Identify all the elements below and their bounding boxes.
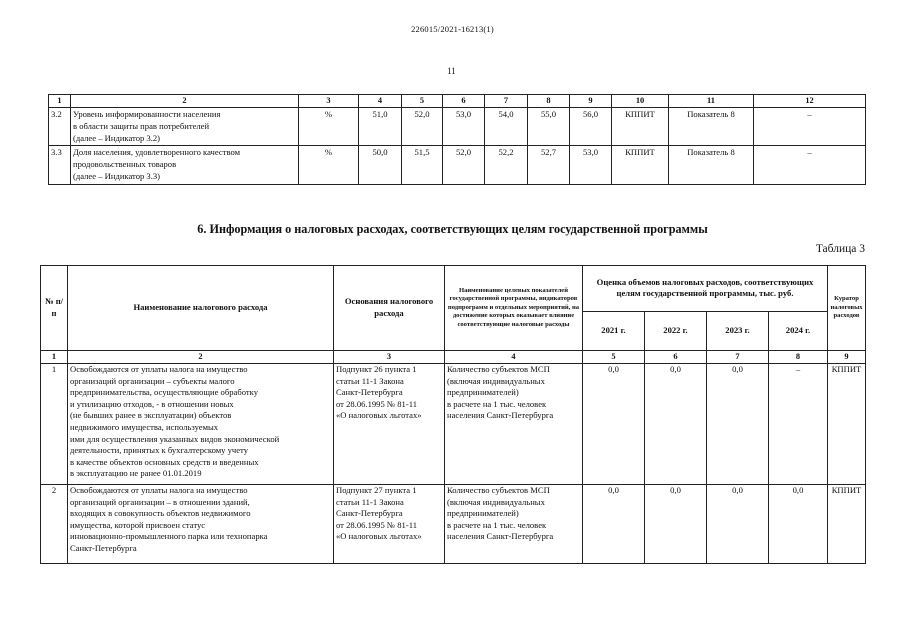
row-number: 1 — [41, 364, 68, 485]
col-number: 4 — [359, 95, 402, 108]
text-line: в расчете на 1 тыс. человек — [447, 519, 547, 530]
text-line: Освобождаются от уплаты налога на имущество — [70, 485, 248, 495]
text-line: «О налоговых льготах» — [336, 410, 422, 421]
value-cell: 54,0 — [485, 108, 528, 146]
text-line: Количество субъектов МСП — [447, 364, 550, 374]
col-number: 5 — [402, 95, 443, 108]
col-number: 8 — [769, 351, 828, 364]
tax-expenditures-table — [40, 265, 866, 564]
targets-cell — [445, 364, 583, 485]
basis-cell — [334, 364, 445, 485]
row-number: 3.2 — [49, 108, 71, 146]
header-targets: Наименование целевых показателей государственной программы, индикаторов подпрограмм и отдельных мероприятий, на достижение которых оказывает влияние соответствующие налоговые расходы — [445, 266, 583, 351]
text-line: продовольственных товаров — [73, 159, 177, 169]
value-cell: 51,0 — [359, 108, 402, 146]
text-line: статьи 11-1 Закона — [336, 375, 404, 386]
table-label: Таблица 3 — [815, 243, 865, 255]
text-line: инновационно-промышленного парка или технопарка — [70, 531, 268, 542]
unit-cell: % — [299, 108, 359, 146]
unit-cell: % — [299, 146, 359, 185]
text-line: в расчете на 1 тыс. человек — [447, 398, 547, 409]
text-line: Уровень информированности населения — [73, 109, 221, 119]
text-line: Подпункт 26 пункта 1 — [336, 364, 417, 374]
text-line: организаций организации – в отношении зданий, — [70, 496, 250, 507]
value-2022: 0,0 — [645, 485, 707, 564]
col-number: 4 — [445, 351, 583, 364]
text-line: Санкт-Петербурга — [336, 508, 403, 519]
column-number-row — [49, 95, 866, 108]
indicator-name — [71, 108, 299, 146]
text-line: ими для осуществления указанных видов экономической — [70, 433, 280, 444]
text-line: и утилизацию отходов, - в отношении новых — [70, 398, 234, 409]
table-row — [41, 485, 866, 564]
text-line: (включая индивидуальных — [447, 375, 545, 386]
value-2024: – — [769, 364, 828, 485]
col-number: 1 — [41, 351, 68, 364]
responsible-cell: КППИТ — [612, 108, 669, 146]
indicator-ref-cell: Показатель 8 — [669, 146, 754, 185]
value-cell: 52,7 — [528, 146, 570, 185]
responsible-cell: КППИТ — [612, 146, 669, 185]
text-line: организаций организации – субъекты малого — [70, 375, 235, 386]
value-2024: 0,0 — [769, 485, 828, 564]
value-cell: 52,2 — [485, 146, 528, 185]
column-number-row — [41, 351, 866, 364]
col-number: 6 — [443, 95, 485, 108]
header-year: 2022 г. — [645, 311, 707, 350]
expenditure-name — [68, 485, 334, 564]
col-number: 7 — [707, 351, 769, 364]
value-cell: 51,5 — [402, 146, 443, 185]
table-row — [49, 108, 866, 146]
value-cell: 52,0 — [402, 108, 443, 146]
text-line: населения Санкт-Петербурга — [447, 531, 554, 542]
text-line: в качестве объектов основных средств и введенных — [70, 456, 259, 467]
text-line: (включая индивидуальных — [447, 496, 545, 507]
text-line: Санкт-Петербурга — [336, 387, 403, 398]
section-title: 6. Информация о налоговых расходах, соответствующих целям государственной программы — [197, 222, 708, 236]
text-line: имущества, которой присвоен статус — [70, 519, 206, 530]
value-cell: 50,0 — [359, 146, 402, 185]
value-cell: 53,0 — [570, 146, 612, 185]
text-line: Доля населения, удовлетворенного качеством — [73, 147, 241, 157]
text-line: «О налоговых льготах» — [336, 531, 422, 542]
header-number: № п/п — [41, 266, 68, 351]
text-line: статьи 11-1 Закона — [336, 496, 404, 507]
note-cell: – — [754, 108, 866, 146]
curator-cell: КППИТ — [828, 364, 866, 485]
text-line: в эксплуатацию не ранее 01.01.2019 — [70, 468, 202, 479]
col-number: 3 — [334, 351, 445, 364]
text-line: населения Санкт-Петербурга — [447, 410, 554, 421]
row-number: 3.3 — [49, 146, 71, 185]
text-line: от 28.06.1995 № 81-11 — [336, 519, 417, 530]
header-year: 2024 г. — [769, 311, 828, 350]
value-2022: 0,0 — [645, 364, 707, 485]
col-number: 2 — [68, 351, 334, 364]
targets-cell — [445, 485, 583, 564]
text-line: от 28.06.1995 № 81-11 — [336, 398, 417, 409]
col-number: 1 — [49, 95, 71, 108]
text-line: (не бывших ранее в эксплуатации) объектов — [70, 410, 232, 421]
basis-cell — [334, 485, 445, 564]
col-number: 7 — [485, 95, 528, 108]
row-number: 2 — [41, 485, 68, 564]
header-year: 2023 г. — [707, 311, 769, 350]
value-2021: 0,0 — [583, 364, 645, 485]
text-line: предпринимателей) — [447, 508, 519, 519]
col-number: 9 — [570, 95, 612, 108]
text-line: Подпункт 27 пункта 1 — [336, 485, 417, 495]
indicator-name — [71, 146, 299, 185]
document-id: 226015/2021-16213(1) — [411, 24, 494, 34]
note-cell: – — [754, 146, 866, 185]
page-number: 11 — [447, 66, 456, 76]
col-number: 10 — [612, 95, 669, 108]
header-estimate: Оценка объемов налоговых расходов, соответствующих целям государственной программы, тыс. руб. — [583, 266, 828, 312]
text-line: предпринимательства, осуществляющие обработку — [70, 387, 258, 398]
text-line: предпринимателей) — [447, 387, 519, 398]
text-line: (далее – Индикатор 3.2) — [73, 133, 161, 143]
text-line: недвижимого имущества, используемых — [70, 421, 219, 432]
header-row — [41, 266, 866, 312]
value-cell: 53,0 — [443, 108, 485, 146]
expenditure-name — [68, 364, 334, 485]
curator-cell: КППИТ — [828, 485, 866, 564]
text-line: Количество субъектов МСП — [447, 485, 550, 495]
text-line: в области защиты прав потребителей — [73, 121, 210, 131]
header-name: Наименование налогового расхода — [68, 266, 334, 351]
table-row — [41, 364, 866, 485]
text-line: входящих в совокупность объектов недвижимого — [70, 508, 251, 519]
col-number: 2 — [71, 95, 299, 108]
header-year: 2021 г. — [583, 311, 645, 350]
col-number: 3 — [299, 95, 359, 108]
col-number: 12 — [754, 95, 866, 108]
col-number: 8 — [528, 95, 570, 108]
value-cell: 56,0 — [570, 108, 612, 146]
header-curator: Куратор налоговых расходов — [828, 266, 866, 351]
indicators-table — [48, 94, 866, 185]
table-row — [49, 146, 866, 185]
value-cell: 52,0 — [443, 146, 485, 185]
value-2021: 0,0 — [583, 485, 645, 564]
text-line: Санкт-Петербурга — [70, 542, 137, 553]
col-number: 6 — [645, 351, 707, 364]
text-line: (далее – Индикатор 3.3) — [73, 171, 161, 181]
value-2023: 0,0 — [707, 485, 769, 564]
header-basis: Основания налогового расхода — [334, 266, 445, 351]
text-line: Освобождаются от уплаты налога на имущество — [70, 364, 248, 374]
value-cell: 55,0 — [528, 108, 570, 146]
value-2023: 0,0 — [707, 364, 769, 485]
indicator-ref-cell: Показатель 8 — [669, 108, 754, 146]
col-number: 5 — [583, 351, 645, 364]
col-number: 11 — [669, 95, 754, 108]
col-number: 9 — [828, 351, 866, 364]
text-line: деятельности, принятых к бухгалтерскому учету — [70, 445, 248, 456]
